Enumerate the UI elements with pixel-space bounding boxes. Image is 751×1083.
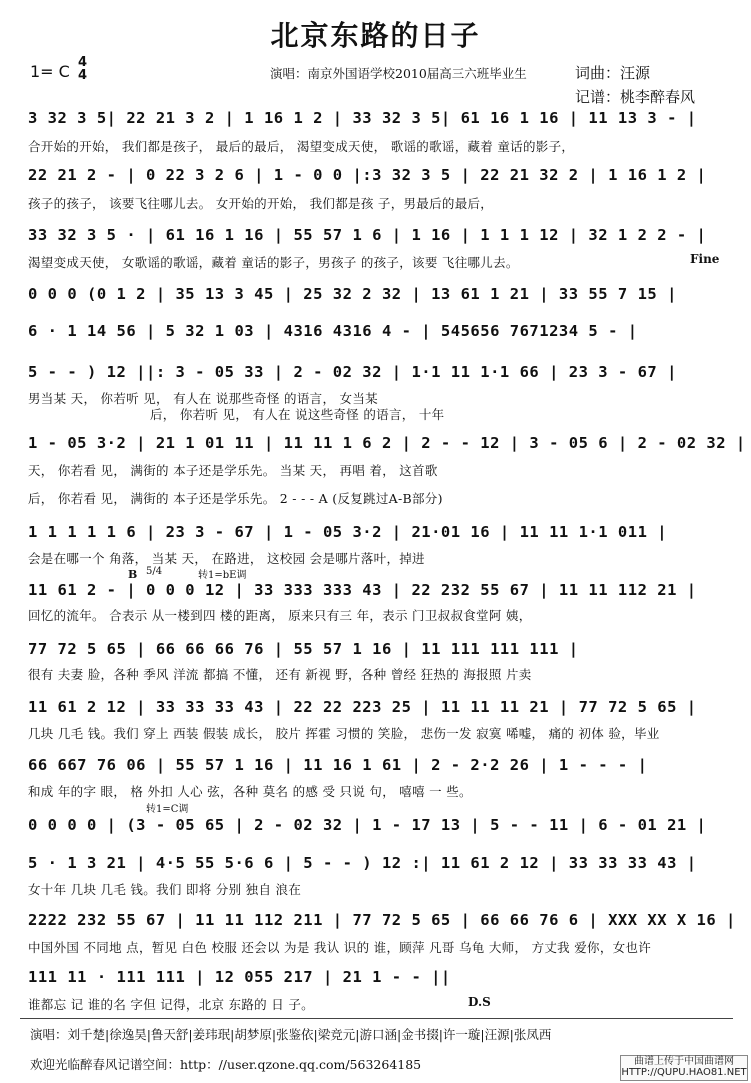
fine-mark: Fine: [690, 252, 720, 266]
stamp-line-2: HTTP://QUPU.HAO81.NET: [621, 1067, 747, 1078]
lyric-line: 渴望变成天使， 女歌谣的歌谣，藏着 童话的影子，男孩子 的孩子，该要 飞往哪儿去。: [28, 255, 519, 270]
score-row: 0 0 0 0 | (3 - 05 65 | 2 - 02 32 | 1 - 17 13 | 5 - - 11 | 6 - 01 21 |: [28, 816, 707, 834]
score-row: 5 - - ) 12 ||: 3 - 05 33 | 2 - 02 32 | 1·1 11 1·1 66 | 23 3 - 67 |: [28, 363, 677, 381]
lyric-line: 后， 你若看 见， 满街的 本子还是学乐先。 2 - - - A (反复跳过A-B部分): [28, 491, 443, 506]
score-row: 11 61 2 12 | 33 33 33 43 | 22 22 223 25 | 11 11 11 21 | 77 72 5 65 |: [28, 698, 697, 716]
stamp-line-1: 曲谱上传于中国曲谱网: [634, 1056, 734, 1067]
score-row: 111 11 · 111 111 | 12 055 217 | 21 1 - - ||: [28, 968, 451, 986]
score-row: 5 · 1 3 21 | 4·5 55 5·6 6 | 5 - - ) 12 :| 11 61 2 12 | 33 33 33 43 |: [28, 854, 697, 872]
section-b-mark: B: [128, 568, 138, 581]
lyric-line: 回忆的流年。 合表示 从一楼到四 楼的距离， 原来只有三 年，表示 门卫叔叔食堂阿 姨，: [28, 608, 532, 623]
lyric-line: 中国外国 不同地 点，暂见 白色 校服 还会以 为是 我认 识的 谁，顾萍 凡哥 乌龟 大师， 方丈我 爱你，女也许: [28, 940, 652, 955]
score-row: 1 1 1 1 1 6 | 23 3 - 67 | 1 - 05 3·2 | 21·01 16 | 11 11 1·1 011 |: [28, 523, 668, 541]
score-row: 77 72 5 65 | 66 66 66 76 | 55 57 1 16 | 11 111 111 111 |: [28, 640, 579, 658]
lyric-line: 天， 你若看 见， 满街的 本子还是学乐先。 当某 天， 再唱 着， 这首歌: [28, 463, 438, 478]
key-change: 转1=bE调: [198, 570, 247, 581]
footer-divider: [20, 1018, 733, 1019]
lyric-line: 谁都忘 记 谁的名 字但 记得，北京 东路的 日 子。: [28, 997, 314, 1012]
singer-credit: 演唱：南京外国语学校2010届高三六班毕业生: [270, 66, 527, 81]
meter-top: 4: [78, 55, 88, 70]
score-row: 2222 232 55 67 | 11 11 112 211 | 77 72 5 65 | 66 66 76 6 | XXX XX X 16 |: [28, 911, 736, 929]
score-row: 33 32 3 5 · | 61 16 1 16 | 55 57 1 6 | 1 16 | 1 1 1 12 | 32 1 2 2 - |: [28, 226, 707, 244]
score-row: 1 - 05 3·2 | 21 1 01 11 | 11 11 1 6 2 | 2 - - 12 | 3 - 05 6 | 2 - 02 32 |: [28, 434, 746, 452]
lyric-line: 和成 年的字 眼， 格 外扣 人心 弦，各种 莫名 的感 受 只说 句， 嘻嘻 一 些。: [28, 784, 472, 799]
score-row: 22 21 2 - | 0 22 3 2 6 | 1 - 0 0 |:3 32 3 5 | 22 21 32 2 | 1 16 1 2 |: [28, 166, 707, 184]
score-row: 0 0 0 (0 1 2 | 35 13 3 45 | 25 32 2 32 | 13 61 1 21 | 33 55 7 15 |: [28, 285, 677, 303]
lyric-line: 女十年 几块 几毛 钱。我们 即将 分别 独自 浪在: [28, 882, 302, 897]
lyric-line: 后， 你若听 见， 有人在 说这些奇怪 的语言， 十年: [150, 407, 445, 422]
site-stamp: [620, 1055, 748, 1081]
key-signature: 1= C: [30, 62, 70, 81]
key-change: 转1=C调: [146, 804, 189, 815]
meter-change: 5/4: [146, 566, 163, 577]
time-signature: [78, 56, 87, 82]
score-row: 66 667 76 06 | 55 57 1 16 | 11 16 1 61 | 2 - 2·2 26 | 1 - - - |: [28, 756, 648, 774]
lyric-line: 孩子的孩子， 该要飞往哪儿去。 女开始的开始， 我们都是孩 子，男最后的最后，: [28, 196, 494, 211]
lyric-line: 合开始的开始， 我们都是孩子， 最后的最后， 渴望变成天使， 歌谣的歌谣，藏着 童话的影子，: [28, 139, 575, 154]
score-row: 6 · 1 14 56 | 5 32 1 03 | 4316 4316 4 - | 545656 7671234 5 - |: [28, 322, 638, 340]
score-row: 3 32 3 5| 22 21 3 2 | 1 16 1 2 | 33 32 3 5| 61 16 1 16 | 11 13 3 - |: [28, 109, 697, 127]
score-row: 11 61 2 - | 0 0 0 12 | 33 333 333 43 | 22 232 55 67 | 11 11 112 21 |: [28, 581, 697, 599]
lyric-line: 会是在哪一个 角落， 当某 天， 在路进， 这校园 会是哪片落叶，掉进: [28, 551, 425, 566]
meter-bottom: 4: [78, 68, 88, 83]
ds-mark: D.S: [468, 995, 491, 1009]
lyric-line: 很有 夫妻 脸，各种 季风 洋流 都搞 不懂， 还有 新视 野，各种 曾经 狂热的 海报照 片卖: [28, 667, 532, 682]
lyric-line: 男当某 天， 你若听 见， 有人在 说那些奇怪 的语言， 女当某: [28, 391, 378, 406]
performers-list: 演唱：刘千楚|徐逸昊|鲁天舒|姜玮珉|胡梦原|张鉴依|梁竞元|游口涵|金书掇|许一璇|汪源|张凤西: [30, 1027, 552, 1042]
lyric-line: 几块 几毛 钱。我们 穿上 西装 假装 成长， 胶片 挥霍 习惯的 笑脸， 悲伤一发 寂寞 唏嘘， 痛的 初体 验，毕业: [28, 726, 660, 741]
notator-credit: 记谱：桃李醉春风: [575, 88, 696, 106]
lyricist-credit: 词曲：汪源: [575, 64, 651, 82]
page-title: 北京东路的日子: [270, 19, 481, 52]
welcome-line: 欢迎光临醉春风记谱空间：http：//user.qzone.qq.com/563264185: [30, 1057, 422, 1072]
